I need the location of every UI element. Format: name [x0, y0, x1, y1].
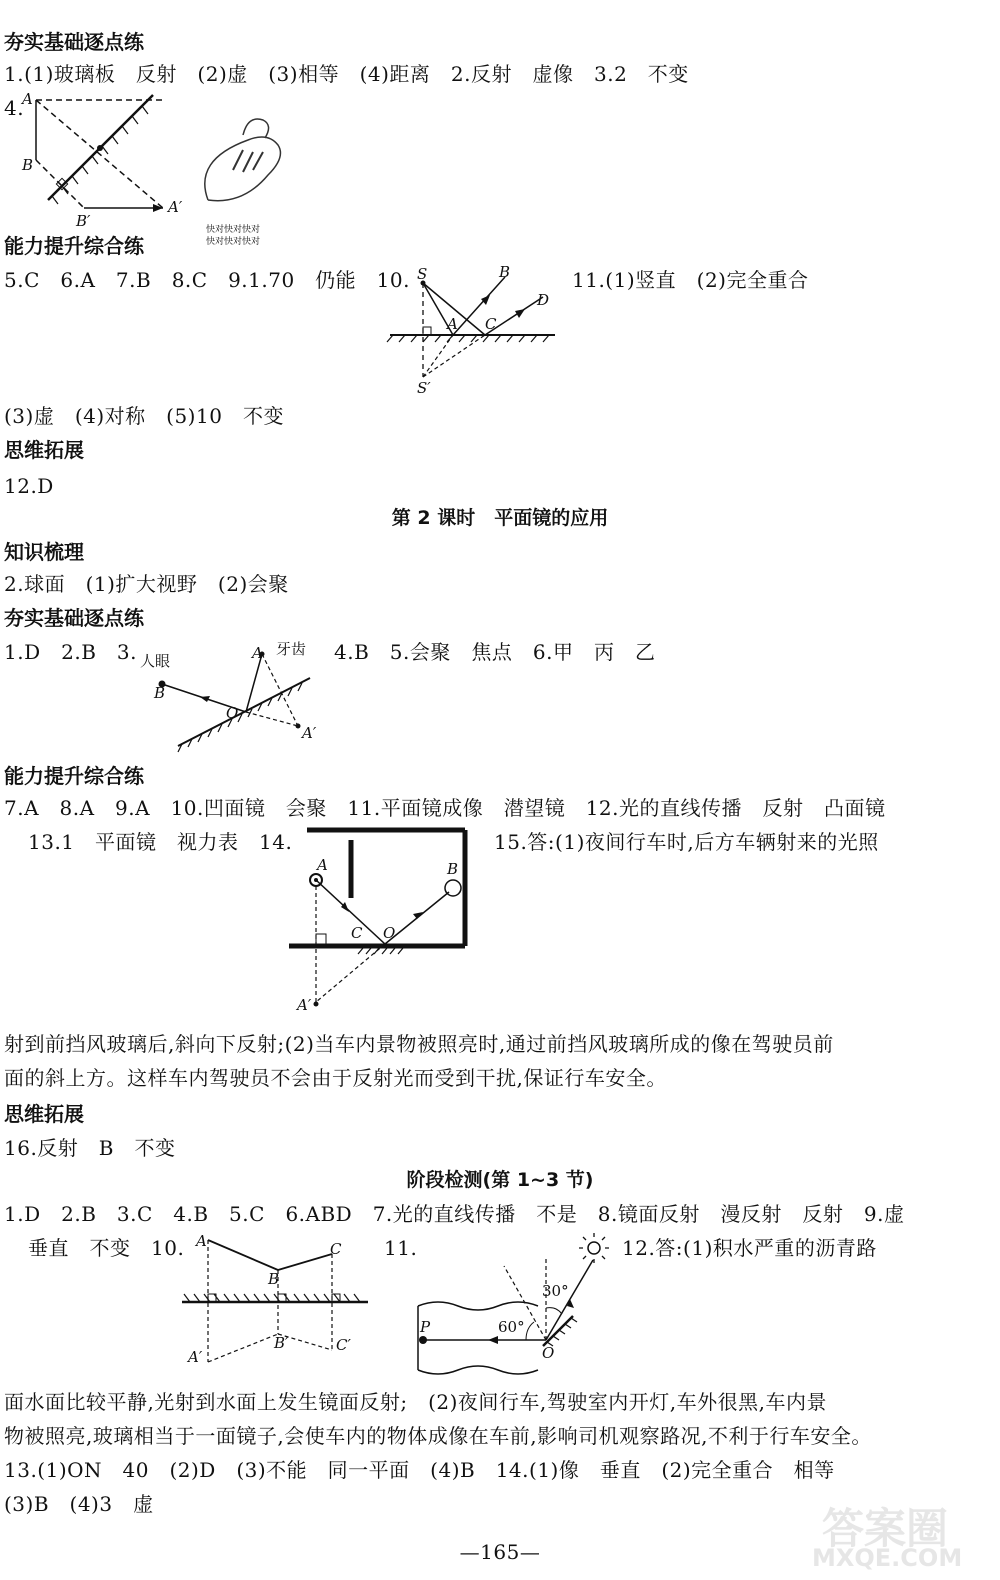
angle-label: 60° [498, 1318, 525, 1336]
sun-icon [588, 1242, 600, 1254]
label-o: O [383, 924, 396, 942]
label-a: A [196, 1232, 207, 1250]
label-b: B [499, 263, 511, 281]
answer-line: 射到前挡风玻璃后,斜向下反射;(2)当车内景物被照亮时,通过前挡风玻璃所成的像在驾驶员前 [4, 1032, 834, 1056]
label-b-prime: B′ [76, 212, 91, 230]
right-angle-mark [316, 934, 326, 944]
object-segment [208, 1240, 278, 1270]
figure-q10-image-diagram [180, 1232, 370, 1367]
label-b: B [447, 860, 459, 878]
road-edge [418, 1302, 538, 1374]
label-s: S [417, 265, 428, 283]
answer-line: (3)B (4)3 虚 [4, 1492, 154, 1516]
dashed-line [423, 335, 485, 377]
label-b-prime: B′ [274, 1334, 289, 1352]
section-heading: 夯实基础逐点练 [4, 30, 144, 54]
label-c: C [351, 924, 363, 942]
answer-line: 1.D 2.B 3.C 4.B 5.C 6.ABD 7.光的直线传播 不是 8.镜面反射 漫反射 反射 9.虚 [4, 1202, 905, 1226]
incident-ray [546, 1260, 593, 1340]
section-heading: 思维拓展 [4, 438, 84, 462]
point [97, 145, 103, 151]
caption: 快对快对快对 [206, 225, 261, 235]
label-c-prime: C′ [336, 1336, 351, 1354]
dashed-line [423, 335, 453, 377]
dashed-line [36, 160, 84, 208]
arrowhead [200, 696, 210, 702]
mirror-hatch [387, 335, 549, 342]
figure-q14-eye-chart-room [285, 826, 480, 1014]
answer-line: 1.D 2.B 3. [4, 640, 137, 664]
section-heading: 思维拓展 [4, 1102, 84, 1126]
label-a-prime: A′ [188, 1348, 203, 1366]
answer-line: 11. [384, 1236, 418, 1260]
mirror-hatch [358, 948, 403, 954]
mirror-hatch [178, 683, 302, 752]
label-a: A [447, 315, 458, 333]
label-a-prime: A′ [302, 724, 317, 742]
lesson-title: 第 2 课时 平面镜的应用 [391, 507, 609, 529]
answer-line: 物被照亮,玻璃相当于一面镜子,会使车内的物体成像在车前,影响司机观察路况,不利于行车安全。 [4, 1424, 872, 1448]
label-b: B [268, 1270, 280, 1288]
section-heading: 能力提升综合练 [4, 764, 144, 788]
answer-line: 12.D [4, 474, 54, 498]
section-heading: 夯实基础逐点练 [4, 606, 144, 630]
answer-line: 11.(1)竖直 (2)完全重合 [572, 268, 809, 292]
object-segment [278, 1254, 332, 1270]
watermark-url: MXQE.COM [812, 1544, 963, 1572]
section-heading: 知识梳理 [4, 540, 84, 564]
arrowhead [153, 204, 163, 212]
answer-line: 15.答:(1)夜间行车时,后方车辆射来的光照 [494, 830, 879, 854]
angle-arc [526, 1322, 534, 1340]
label-a: A [252, 644, 263, 662]
page-number: —165— [459, 1540, 541, 1564]
right-angle-mark [423, 327, 431, 335]
arrowhead [488, 1336, 498, 1344]
right-angle-mark [56, 178, 67, 189]
point [314, 1002, 319, 1007]
answer-line: 2.球面 (1)扩大视野 (2)会聚 [4, 572, 289, 596]
dashed-line [262, 654, 298, 726]
watermark-logo: 答案圈 [822, 1504, 949, 1553]
answer-line: 4. [4, 96, 25, 120]
answer-line: 面水面比较平静,光射到水面上发生镜面反射; (2)夜间行车,驾驶室内开灯,车外很黑,车内景 [4, 1390, 827, 1414]
angle-arc [546, 1308, 562, 1314]
label-a: A [317, 856, 328, 874]
doodle-icon [205, 137, 281, 201]
label-a: A [22, 90, 33, 108]
label-b: B [154, 684, 166, 702]
label-teeth: 牙齿 [276, 640, 307, 658]
point [419, 1336, 427, 1344]
label-a-prime: A′ [297, 996, 312, 1014]
answer-line: 4.B 5.会聚 焦点 6.甲 丙 乙 [334, 640, 656, 664]
label-eye: 人眼 [140, 652, 171, 670]
figure-q10-reflection-diagram [385, 265, 575, 400]
doodle-icon [243, 119, 269, 138]
point [296, 724, 301, 729]
label-o: O [226, 704, 239, 722]
answer-line: 7.A 8.A 9.A 10.凹面镜 会聚 11.平面镜成像 潜望镜 12.光的直线传播 反射 凸面镜 [4, 796, 886, 820]
answer-line: 垂直 不变 10. [28, 1236, 185, 1260]
arrowhead [515, 309, 525, 318]
label-d: D [537, 291, 550, 309]
doodle-icon [233, 150, 263, 172]
dashed-line [246, 712, 298, 726]
answer-line: 面的斜上方。这样车内驾驶员不会由于反射光而受到干扰,保证行车安全。 [4, 1066, 667, 1090]
section-title: 阶段检测(第 1~3 节) [406, 1169, 594, 1191]
sun-icon [579, 1233, 609, 1263]
answer-line: 16.反射 B 不变 [4, 1136, 176, 1160]
angle-label: 30° [542, 1282, 569, 1300]
label-s-prime: S′ [417, 379, 431, 397]
label-p: P [420, 1318, 431, 1336]
label-c: C [485, 315, 497, 333]
answer-line: 13.(1)ON 40 (2)D (3)不能 同一平面 (4)B 14.(1)像 垂直 (2)完全重合 相等 [4, 1458, 835, 1482]
figure-q4-mirror-diagram [18, 90, 298, 255]
answer-line: 1.(1)玻璃板 反射 (2)虚 (3)相等 (4)距离 2.反射 虚像 3.2 不变 [4, 62, 689, 86]
dashed-image [208, 1334, 278, 1362]
arrowhead [481, 295, 490, 305]
label-b: B [22, 156, 34, 174]
caption: 快对快对快对 [206, 237, 261, 247]
figure-q11-sun-reflection [408, 1236, 618, 1381]
answer-line: 12.答:(1)积水严重的沥青路 [622, 1236, 877, 1260]
label-o: O [542, 1344, 555, 1362]
label-c: C [330, 1240, 342, 1258]
answer-line: 5.C 6.A 7.B 8.C 9.1.70 仍能 10. [4, 268, 410, 292]
answer-line: (3)虚 (4)对称 (5)10 不变 [4, 404, 284, 428]
label-a-prime: A′ [168, 198, 183, 216]
section-heading: 能力提升综合练 [4, 234, 144, 258]
figure-q3-mouth-mirror [140, 636, 330, 756]
answer-line: 13.1 平面镜 视力表 14. [28, 830, 293, 854]
